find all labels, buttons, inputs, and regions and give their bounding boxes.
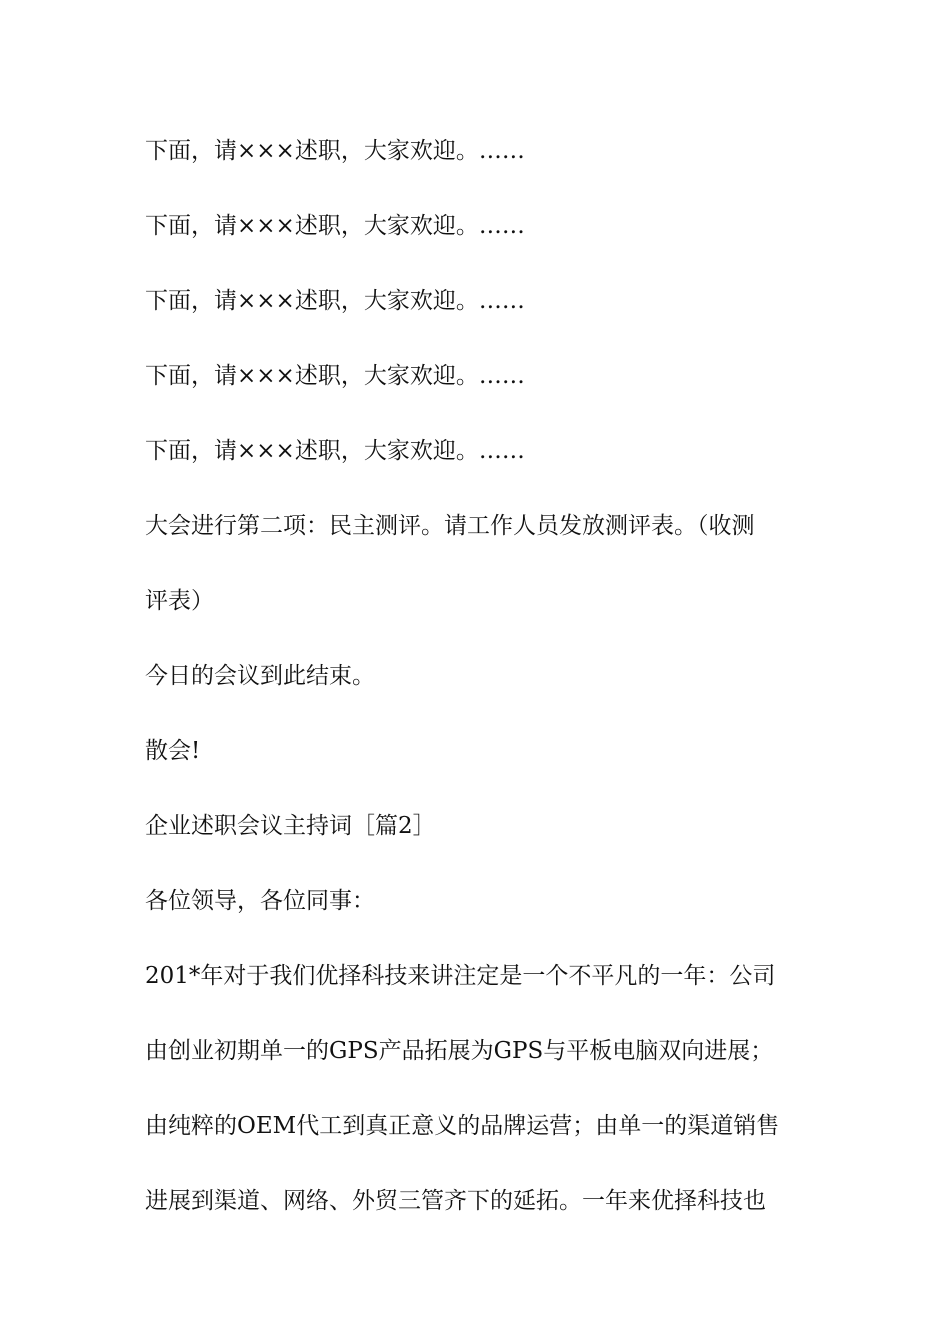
paragraph-line: 评表） <box>145 588 214 614</box>
paragraph-line: 下面，请×××述职，大家欢迎。…… <box>145 213 525 239</box>
paragraph-line: 下面，请×××述职，大家欢迎。…… <box>145 438 525 464</box>
paragraph-line: 由纯粹的OEM代工到真正意义的品牌运营；由单一的渠道销售 <box>145 1113 780 1139</box>
paragraph-line: 下面，请×××述职，大家欢迎。…… <box>145 363 525 389</box>
paragraph-line: 由创业初期单一的GPS产品拓展为GPS与平板电脑双向进展； <box>145 1038 774 1064</box>
salutation: 各位领导，各位同事： <box>145 888 375 914</box>
paragraph-line: 大会进行第二项：民主测评。请工作人员发放测评表。（收测 <box>145 513 755 539</box>
paragraph-line: 下面，请×××述职，大家欢迎。…… <box>145 288 525 314</box>
paragraph-line: 下面，请×××述职，大家欢迎。…… <box>145 138 525 164</box>
paragraph-line: 今日的会议到此结束。 <box>145 663 375 689</box>
paragraph-line: 201*年对于我们优择科技来讲注定是一个不平凡的一年：公司 <box>145 963 776 989</box>
paragraph-line: 进展到渠道、网络、外贸三管齐下的延拓。一年来优择科技也 <box>145 1188 766 1214</box>
section-title: 企业述职会议主持词［篇2］ <box>145 813 436 839</box>
paragraph-line: 散会! <box>145 738 201 764</box>
